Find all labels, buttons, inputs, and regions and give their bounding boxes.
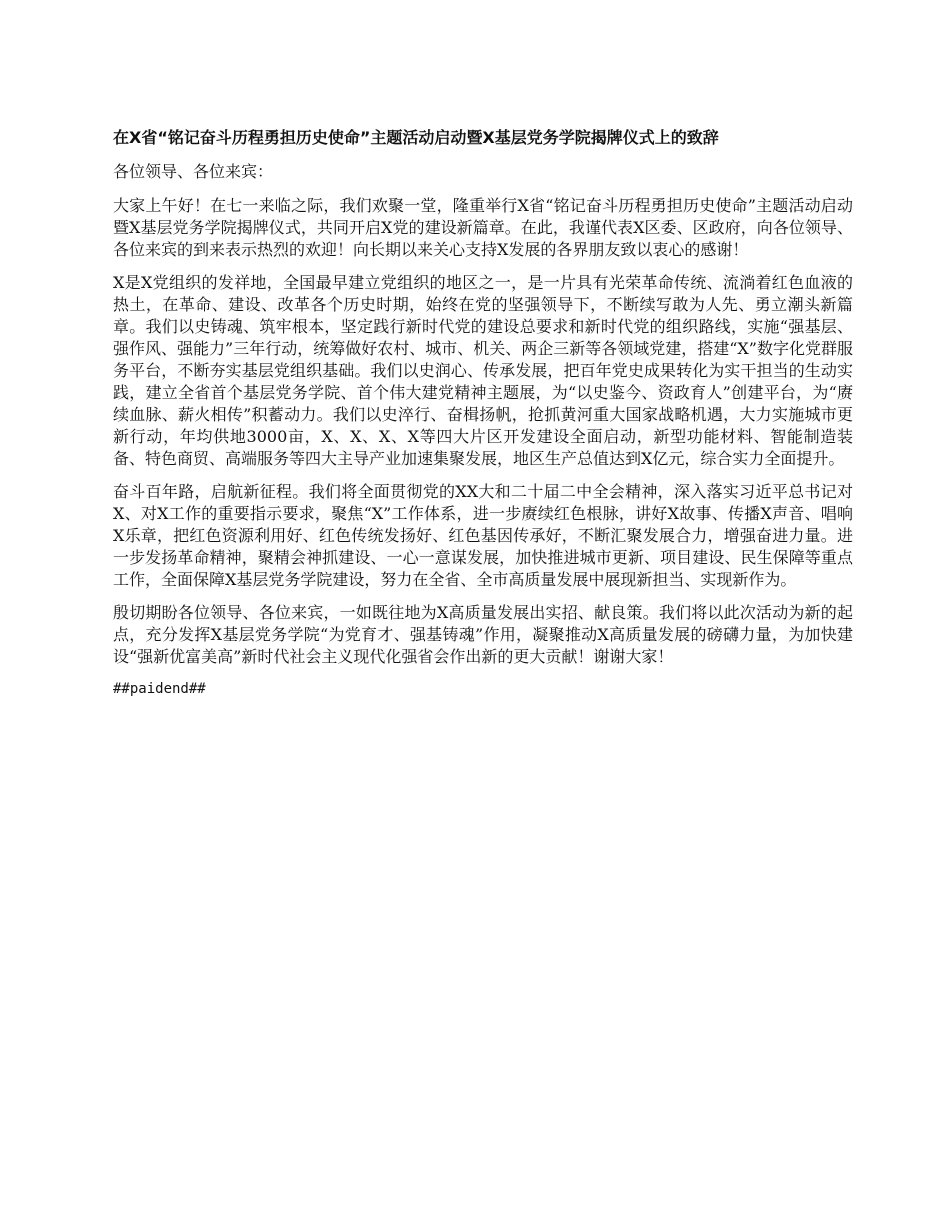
salutation: 各位领导、各位来宾： <box>113 162 274 181</box>
end-marker: ##paidend## <box>113 681 206 697</box>
paragraph-history: X是X党组织的发祥地，全国最早建立党组织的地区之一，是一片具有光荣革命传统、流淌着红色血液的热土，在革命、建设、改革各个历史时期，始终在党的坚强领导下，不断续写敢为人先、勇立潮头新篇章。我们以史铸魂、筑牢根本，坚定践行新时代党的建设总要求和新时代党的组织路线，实施“强基层、强作风、强能力”三年行动，统筹做好农村、城市、机关、两企三新等各领域党建，搭建“X”数字化党群服务平台，不断夯实基层党组织基础。我们以史润心、传承发展，把百年党史成果转化为实干担当的生动实践，建立全省首个基层党务学院、首个伟大建党精神主题展，为“以史鉴今、资政育人”创建平台，为“赓续血脉、薪火相传”积蓄动力。我们以史淬行、奋楫扬帆，抢抓黄河重大国家战略机遇，大力实施城市更新行动，年均供地3000亩，X、X、X、X等四大片区开发建设全面启动，新型功能材料、智能制造装备、特色商贸、高端服务等四大主导产业加速集聚发展，地区生产总值达到X亿元，综合实力全面提升。 <box>113 273 853 468</box>
document-title: 在X省“铭记奋斗历程勇担历史使命”主题活动启动暨X基层党务学院揭牌仪式上的致辞 <box>113 128 719 147</box>
paragraph-closing: 殷切期盼各位领导、各位来宾，一如既往地为X高质量发展出实招、献良策。我们将以此次活动为新的起点，充分发挥X基层党务学院“为党育才、强基铸魂”作用，凝聚推动X高质量发展的磅礴力量，为加快建设“强新优富美高”新时代社会主义现代化强省会作出新的更大贡献！谢谢大家！ <box>113 603 853 666</box>
document-page <box>113 128 853 699</box>
paragraph-opening: 大家上午好！在七一来临之际，我们欢聚一堂，隆重举行X省“铭记奋斗历程勇担历史使命”主题活动启动暨X基层党务学院揭牌仪式，共同开启X党的建设新篇章。在此，我谨代表X区委、区政府，向各位领导、各位来宾的到来表示热烈的欢迎！向长期以来关心支持X发展的各界朋友致以衷心的感谢！ <box>113 196 853 259</box>
paragraph-outlook: 奋斗百年路，启航新征程。我们将全面贯彻党的XX大和二十届二中全会精神，深入落实习近平总书记对X、对X工作的重要指示要求，聚焦“X”工作体系，进一步赓续红色根脉，讲好X故事、传播X声音、唱响X乐章，把红色资源利用好、红色传统发扬好、红色基因传承好，不断汇聚发展合力，增强奋进力量。进一步发扬革命精神，聚精会神抓建设、一心一意谋发展，加快推进城市更新、项目建设、民生保障等重点工作，全面保障X基层党务学院建设，努力在全省、全市高质量发展中展现新担当、实现新作为。 <box>113 482 853 589</box>
